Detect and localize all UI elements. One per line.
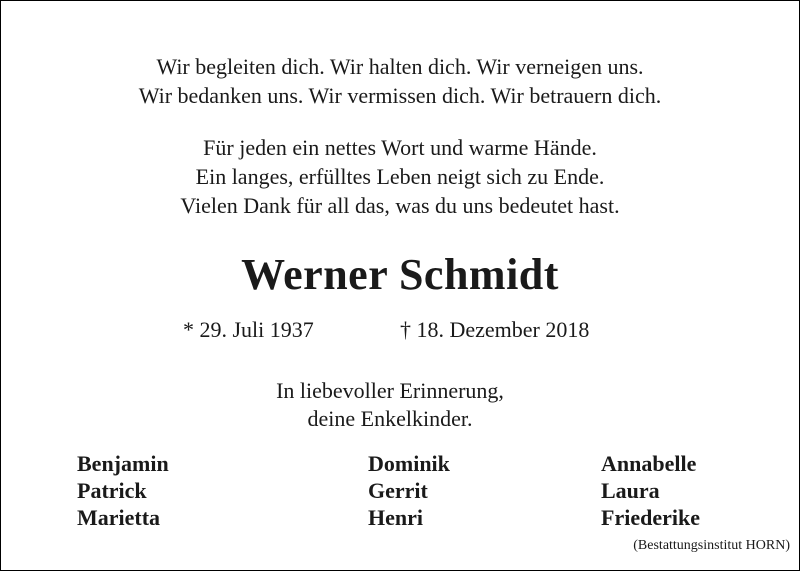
grandchild-name: Gerrit <box>368 478 428 503</box>
grandchild-name: Dominik <box>368 451 450 476</box>
closing-line: deine Enkelkinder. <box>307 406 473 431</box>
poem-line: Ein langes, erfülltes Leben neigt sich zu Ende. <box>195 164 605 189</box>
closing-line: In liebevoller Erinnerung, <box>276 378 504 403</box>
grandchild-name: Henri <box>368 505 423 530</box>
poem-line: Wir begleiten dich. Wir halten dich. Wir verneigen uns. <box>156 54 644 79</box>
death-date: † 18. Dezember 2018 <box>400 317 590 342</box>
grandchildren-column-1 <box>77 450 169 531</box>
grandchild-name: Annabelle <box>601 451 697 476</box>
grandchild-name: Laura <box>601 478 660 503</box>
poem-line: Für jeden ein nettes Wort und warme Hände. <box>203 135 597 160</box>
grandchild-name: Friederike <box>601 505 700 530</box>
poem-line: Wir bedanken uns. Wir vermissen dich. Wir betrauern dich. <box>138 83 662 108</box>
closing-text <box>0 377 780 433</box>
grandchild-name: Marietta <box>77 505 161 530</box>
poem-stanza-1 <box>0 52 800 110</box>
grandchildren-column-2 <box>368 450 450 531</box>
poem-stanza-2 <box>0 133 800 220</box>
funeral-home-credit: (Bestattungsinstitut HORN) <box>633 538 790 553</box>
poem-line: Vielen Dank für all das, was du uns bedeutet hast. <box>180 193 620 218</box>
birth-date: * 29. Juli 1937 <box>183 317 314 342</box>
grandchild-name: Patrick <box>77 478 147 503</box>
grandchildren-column-3 <box>601 450 700 531</box>
deceased-name: Werner Schmidt <box>241 250 559 299</box>
grandchild-name: Benjamin <box>77 451 169 476</box>
